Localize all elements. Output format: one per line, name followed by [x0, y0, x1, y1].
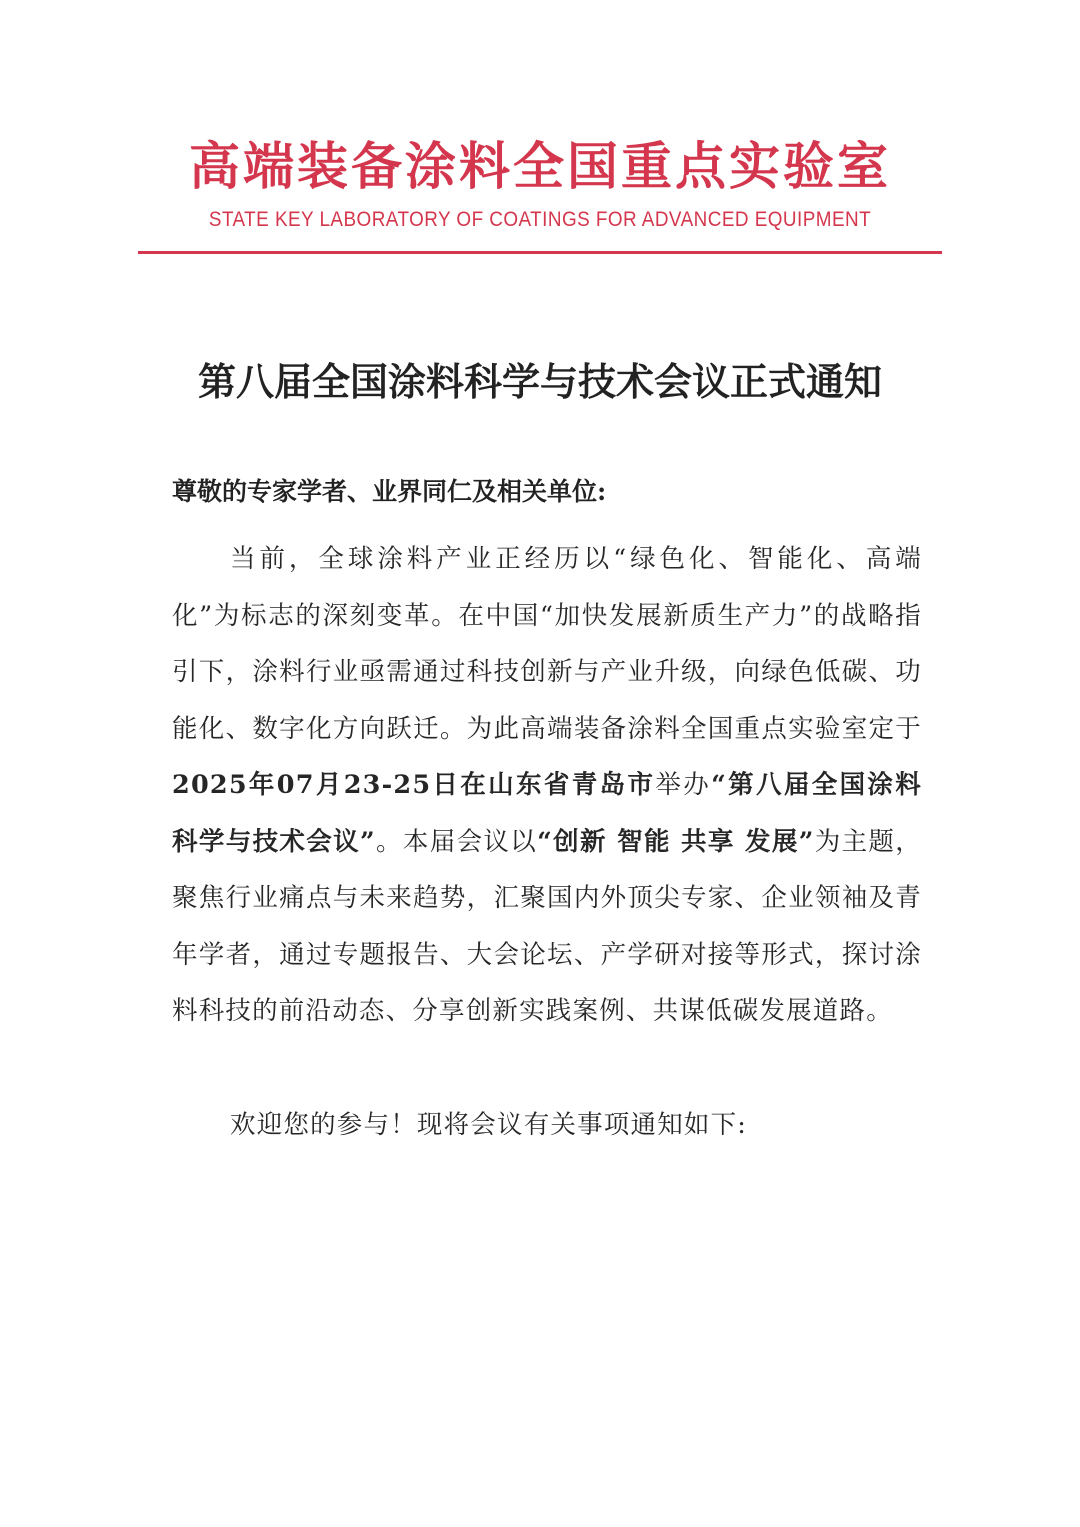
body-paragraph-welcome: 欢迎您的参与！现将会议有关事项通知如下: [230, 1110, 748, 1140]
letterhead [138, 132, 942, 234]
conference-date-location: 2025年07月23-25日在山东省青岛市 [172, 770, 656, 800]
body-paragraph-intro [172, 531, 922, 1040]
intro-text-segment: 举办 [655, 770, 712, 800]
conference-theme: “创新 智能 共享 发展” [537, 826, 815, 857]
intro-text-segment: 为主题，聚焦行业痛点与未来趋势，汇聚国内外顶尖专家、企业领袖及青年学者，通过专题报告、大会论坛、产学研对接等形式，探讨涂料科技的前沿动态、分享创新实践案例、共谋低碳发展道路。 [172, 826, 922, 1026]
org-name-english: STATE KEY LABORATORY OF COATINGS FOR ADVANCED EQUIPMENT [208, 208, 872, 231]
document-title: 第八届全国涂料科学与技术会议正式通知 [197, 359, 882, 404]
intro-text-segment: 。本届会议以 [375, 826, 538, 857]
org-name-chinese: 高端装备涂料全国重点实验室 [188, 137, 891, 197]
intro-text-segment: 当前，全球涂料产业正经历以“绿色化、智能化、高端化”为标志的深刻变革。在中国“加快发展新质生产力”的战略指引下，涂料行业亟需通过科技创新与产业升级，向绿色低碳、功能化、数字化方向跃迁。为此高端装备涂料全国重点实验室定于 [172, 544, 922, 744]
letterhead-divider [138, 251, 942, 254]
salutation: 尊敬的专家学者、业界同仁及相关单位: [172, 477, 607, 506]
conference-name: “第八届全国涂料科学与技术会议” [172, 770, 922, 857]
